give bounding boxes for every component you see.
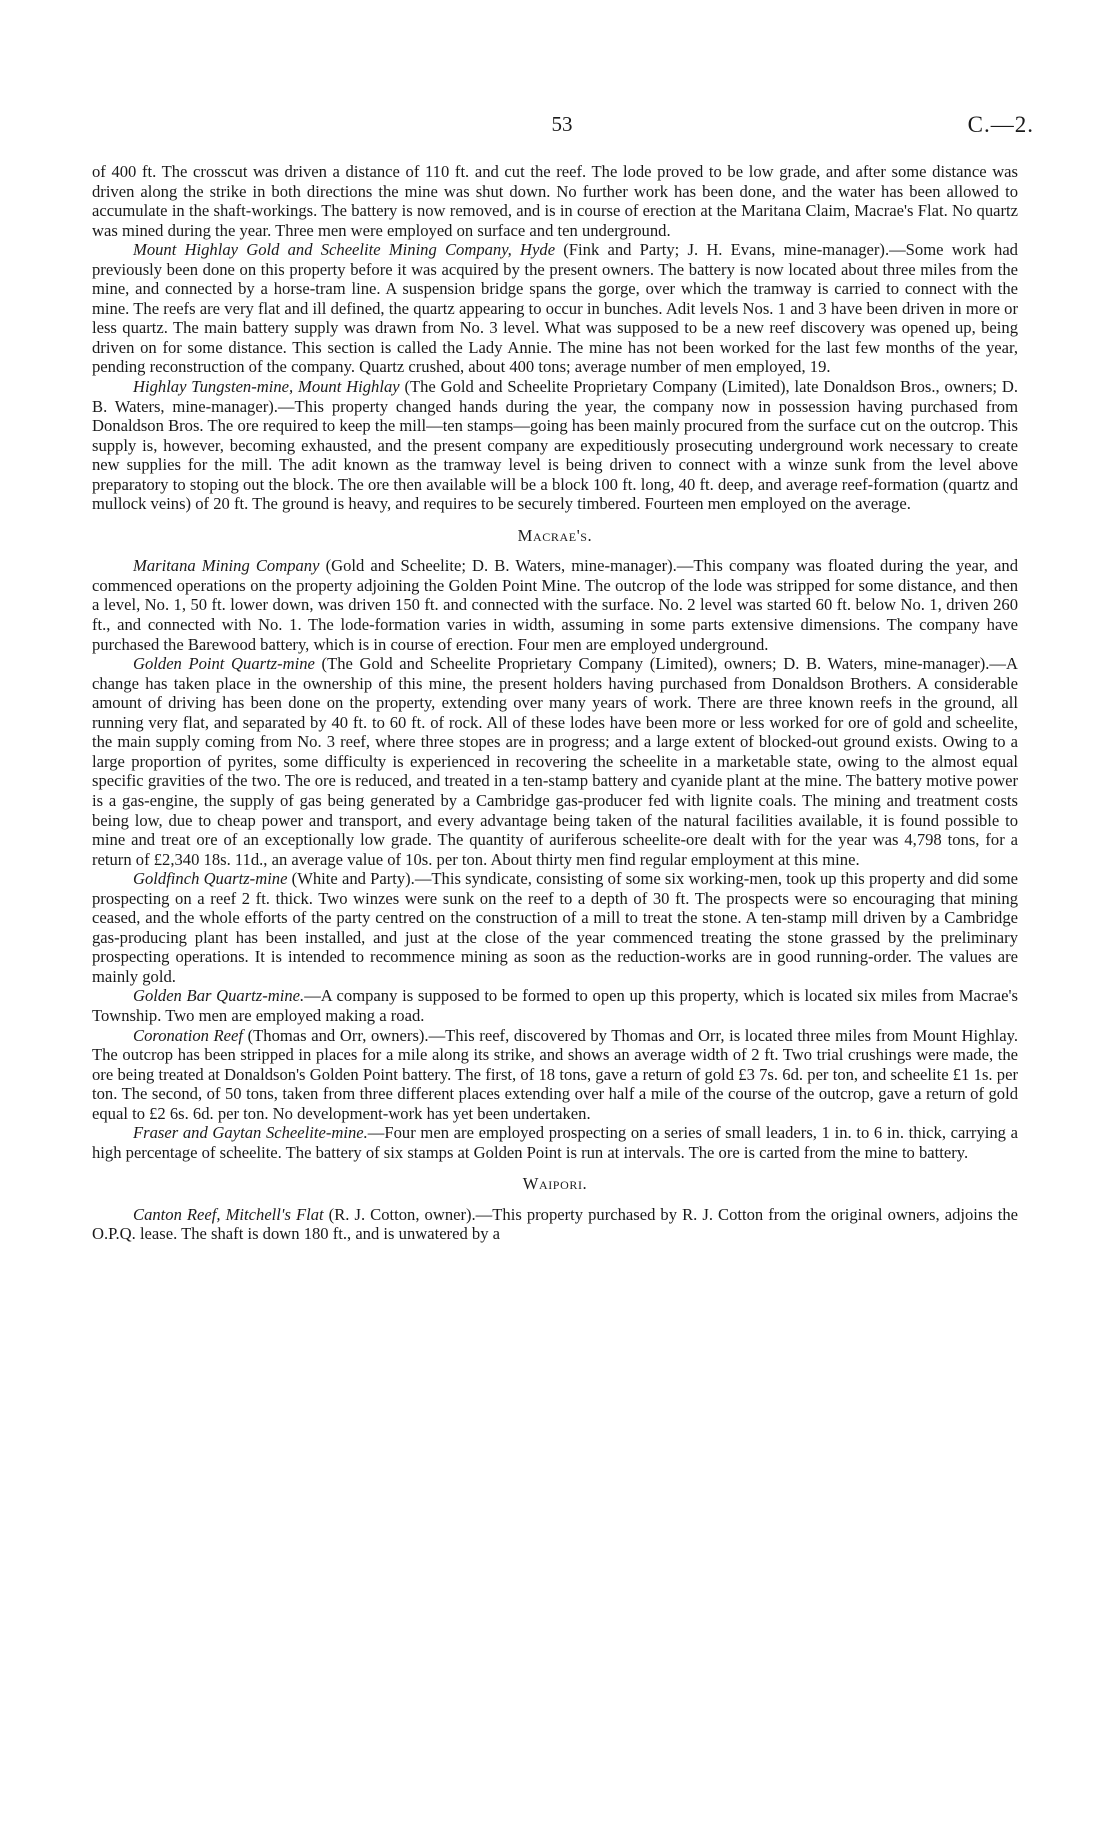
paragraph-goldfinch xyxy=(92,869,1018,986)
paragraph-text: (R. J. Cotton, owner).—This property purchased by R. J. Cotton from the original owners, adjoins the O.P.Q. lease. The shaft is down 180 ft., and is unwatered by a xyxy=(92,1204,1018,1244)
mine-name: Coronation Reef xyxy=(133,1025,244,1045)
paragraph-text: (Gold and Scheelite; D. B. Waters, mine-manager).—This company was floated during the year, and commenced operations on the property adjoining the Golden Point Mine. The outcrop of the lode was stripped for some distance, and then a level, No. 1, 50 ft. lower down, was driven 150 ft. and connected with the surface. No. 2 level was started 60 ft. below No. 1, driven 260 ft., and connected with No. 1. The lode-formation varies in width, assuming in some parts extensive dimensions. The company have purchased the Barewood battery, which is in course of erection. Four men are employed underground. xyxy=(92,556,1018,654)
mine-name: Fraser and Gaytan Scheelite-mine. xyxy=(133,1123,368,1143)
paragraph-coronation-reef xyxy=(92,1026,1018,1124)
mine-name: Canton Reef, Mitchell's Flat xyxy=(133,1204,324,1224)
paragraph-text: of 400 ft. The crosscut was driven a distance of 110 ft. and cut the reef. The lode proved to be low grade, and after some distance was driven along the strike in both directions the mine was shut down. No further work has been done, and the water has been allowed to accumulate in the shaft-workings. The battery is now removed, and is in course of erection at the Maritana Claim, Macrae's Flat. No quartz was mined during the year. Three men were employed on surface and ten underground. xyxy=(92,162,1018,240)
mine-name: Goldfinch Quartz-mine xyxy=(133,869,288,889)
section-heading-waipori: Waipori. xyxy=(522,1174,588,1194)
paragraph-text: —A company is supposed to be formed to open up this property, which is located six miles from Macrae's Township. Two men are employed making a road. xyxy=(92,986,1018,1025)
paragraph-text: (The Gold and Scheelite Proprietary Company (Limited), late Donaldson Bros., owners; D. B. Waters, mine-manager).—This property changed hands during the year, the company now in possession having purchased from Donaldson Bros. The ore required to keep the mill—ten stamps—going has been mainly procured from the surface cut on the outcrop. This supply is, however, becoming exhausted, and the present company are expeditiously prosecuting underground work necessary to create new supplies for the mill. The adit known as the tramway level is being driven to connect with a winze sunk from the level above preparatory to stoping out the block. The ore then available will be a block 100 ft. long, 40 ft. deep, and average reef-formation (quartz and mullock veins) of 20 ft. The ground is heavy, and requires to be securely timbered. Fourteen men employed on the average. xyxy=(92,377,1018,514)
paragraph-mount-highlay xyxy=(92,240,1018,377)
paragraph-text: —Four men are employed prospecting on a series of small leaders, 1 in. to 6 in. thick, carrying a high percentage of scheelite. The battery of six stamps at Golden Point is run at intervals. The ore is carted from the mine to battery. xyxy=(92,1123,1019,1162)
paragraph-maritana xyxy=(92,556,1018,654)
paragraph-text: (The Gold and Scheelite Proprietary Company (Limited), owners; D. B. Waters, mine-manager).—A change has taken place in the ownership of this mine, the present holders having purchased from Donaldson Brothers. A considerable amount of driving has been done on the property, extending over many years of work. There are three known reefs in the ground, all running very flat, and separated by 40 ft. to 60 ft. of rock. All of these lodes have been more or less worked for ore of gold and scheelite, the main supply coming from No. 3 reef, where three stopes are in progress; and a large extent of blocked-out ground exists. Owing to a large proportion of pyrites, some difficulty is experienced in recovering the scheelite in a marketable state, owing to the almost equal specific gravities of the two. The ore is reduced, and treated in a ten-stamp battery and cyanide plant at the mine. The battery motive power is a gas-engine, the supply of gas being generated by a Cambridge gas-producer fed with lignite coals. The mining and treatment costs being low, due to cheap power and transport, and every advantage being taken of the natural facilities available, it is found possible to mine and treat ore of an exceptionally low grade. The quantity of auriferous scheelite-ore dealt with for the year was 4,798 tons, for a return of £2,340 18s. 11d., an average value of 10s. per ton. About thirty men find regular employment at this mine. xyxy=(92,654,1018,869)
section-heading-macraes: Macrae's. xyxy=(517,525,593,545)
page-header xyxy=(90,112,1034,142)
paragraph-canton-reef xyxy=(92,1205,1018,1244)
mine-name: Golden Bar Quartz-mine. xyxy=(133,986,305,1006)
paragraph-text: (Thomas and Orr, owners).—This reef, discovered by Thomas and Orr, is located three miles from Mount Highlay. The outcrop has been stripped in places for a mile along its strike, and shows an average width of 2 ft. Two trial crushings were made, the ore being treated at Donaldson's Golden Point battery. The first, of 18 tons, gave a return of gold £3 7s. 6d. per ton, and scheelite £1 1s. per ton. The second, of 50 tons, taken from three different places extending over half a mile of the course of the outcrop, gave a return of gold equal to £2 6s. 6d. per ton. No development-work has yet been undertaken. xyxy=(92,1025,1018,1123)
paragraph-golden-bar xyxy=(92,986,1018,1025)
paragraph-highlay-tungsten xyxy=(92,377,1018,514)
mine-name: Mount Highlay Gold and Scheelite Mining Company, Hyde xyxy=(133,240,556,260)
paragraph-continuation xyxy=(92,162,1018,240)
report-code: C.—2. xyxy=(967,112,1034,137)
mine-name: Golden Point Quartz-mine xyxy=(133,654,315,674)
mine-name: Maritana Mining Company xyxy=(133,556,320,576)
mine-name: Highlay Tungsten-mine, Mount Highlay xyxy=(133,377,400,397)
paragraph-golden-point xyxy=(92,654,1018,869)
paragraph-fraser-gaytan xyxy=(92,1123,1018,1162)
paragraph-text: (White and Party).—This syndicate, consisting of some six working-men, took up this property and did some prospecting on a reef 2 ft. thick. Two winzes were sunk on the reef to a depth of 30 ft. The prospects were so encouraging that mining ceased, and the whole efforts of the party centred on the construction of a mill to treat the stone. A ten-stamp mill driven by a Cambridge gas-producing plant has been installed, and just at the close of the year commenced treating the stone grassed by the preliminary prospecting operations. It is intended to recommence mining as soon as the reduction-works are in good running-order. The values are mainly gold. xyxy=(92,869,1018,986)
body-text xyxy=(92,162,1018,1244)
page-number: 53 xyxy=(551,112,573,136)
paragraph-text: (Fink and Party; J. H. Evans, mine-manager).—Some work had previously been done on this property before it was acquired by the present owners. The battery is now located about three miles from the mine, and connected by a horse-tram line. A suspension bridge spans the gorge, over which the tramway is carried to connect with the mine. The reefs are very flat and ill defined, the quartz appearing to occur in bunches. Adit levels Nos. 1 and 3 have been driven in more or less quartz. The main battery supply was drawn from No. 3 level. What was supposed to be a new reef discovery was opened up, being driven on for some distance. This section is called the Lady Annie. The mine has not been worked for the last few months of the year, pending reconstruction of the company. Quartz crushed, about 400 tons; average number of men employed, 19. xyxy=(92,240,1018,377)
